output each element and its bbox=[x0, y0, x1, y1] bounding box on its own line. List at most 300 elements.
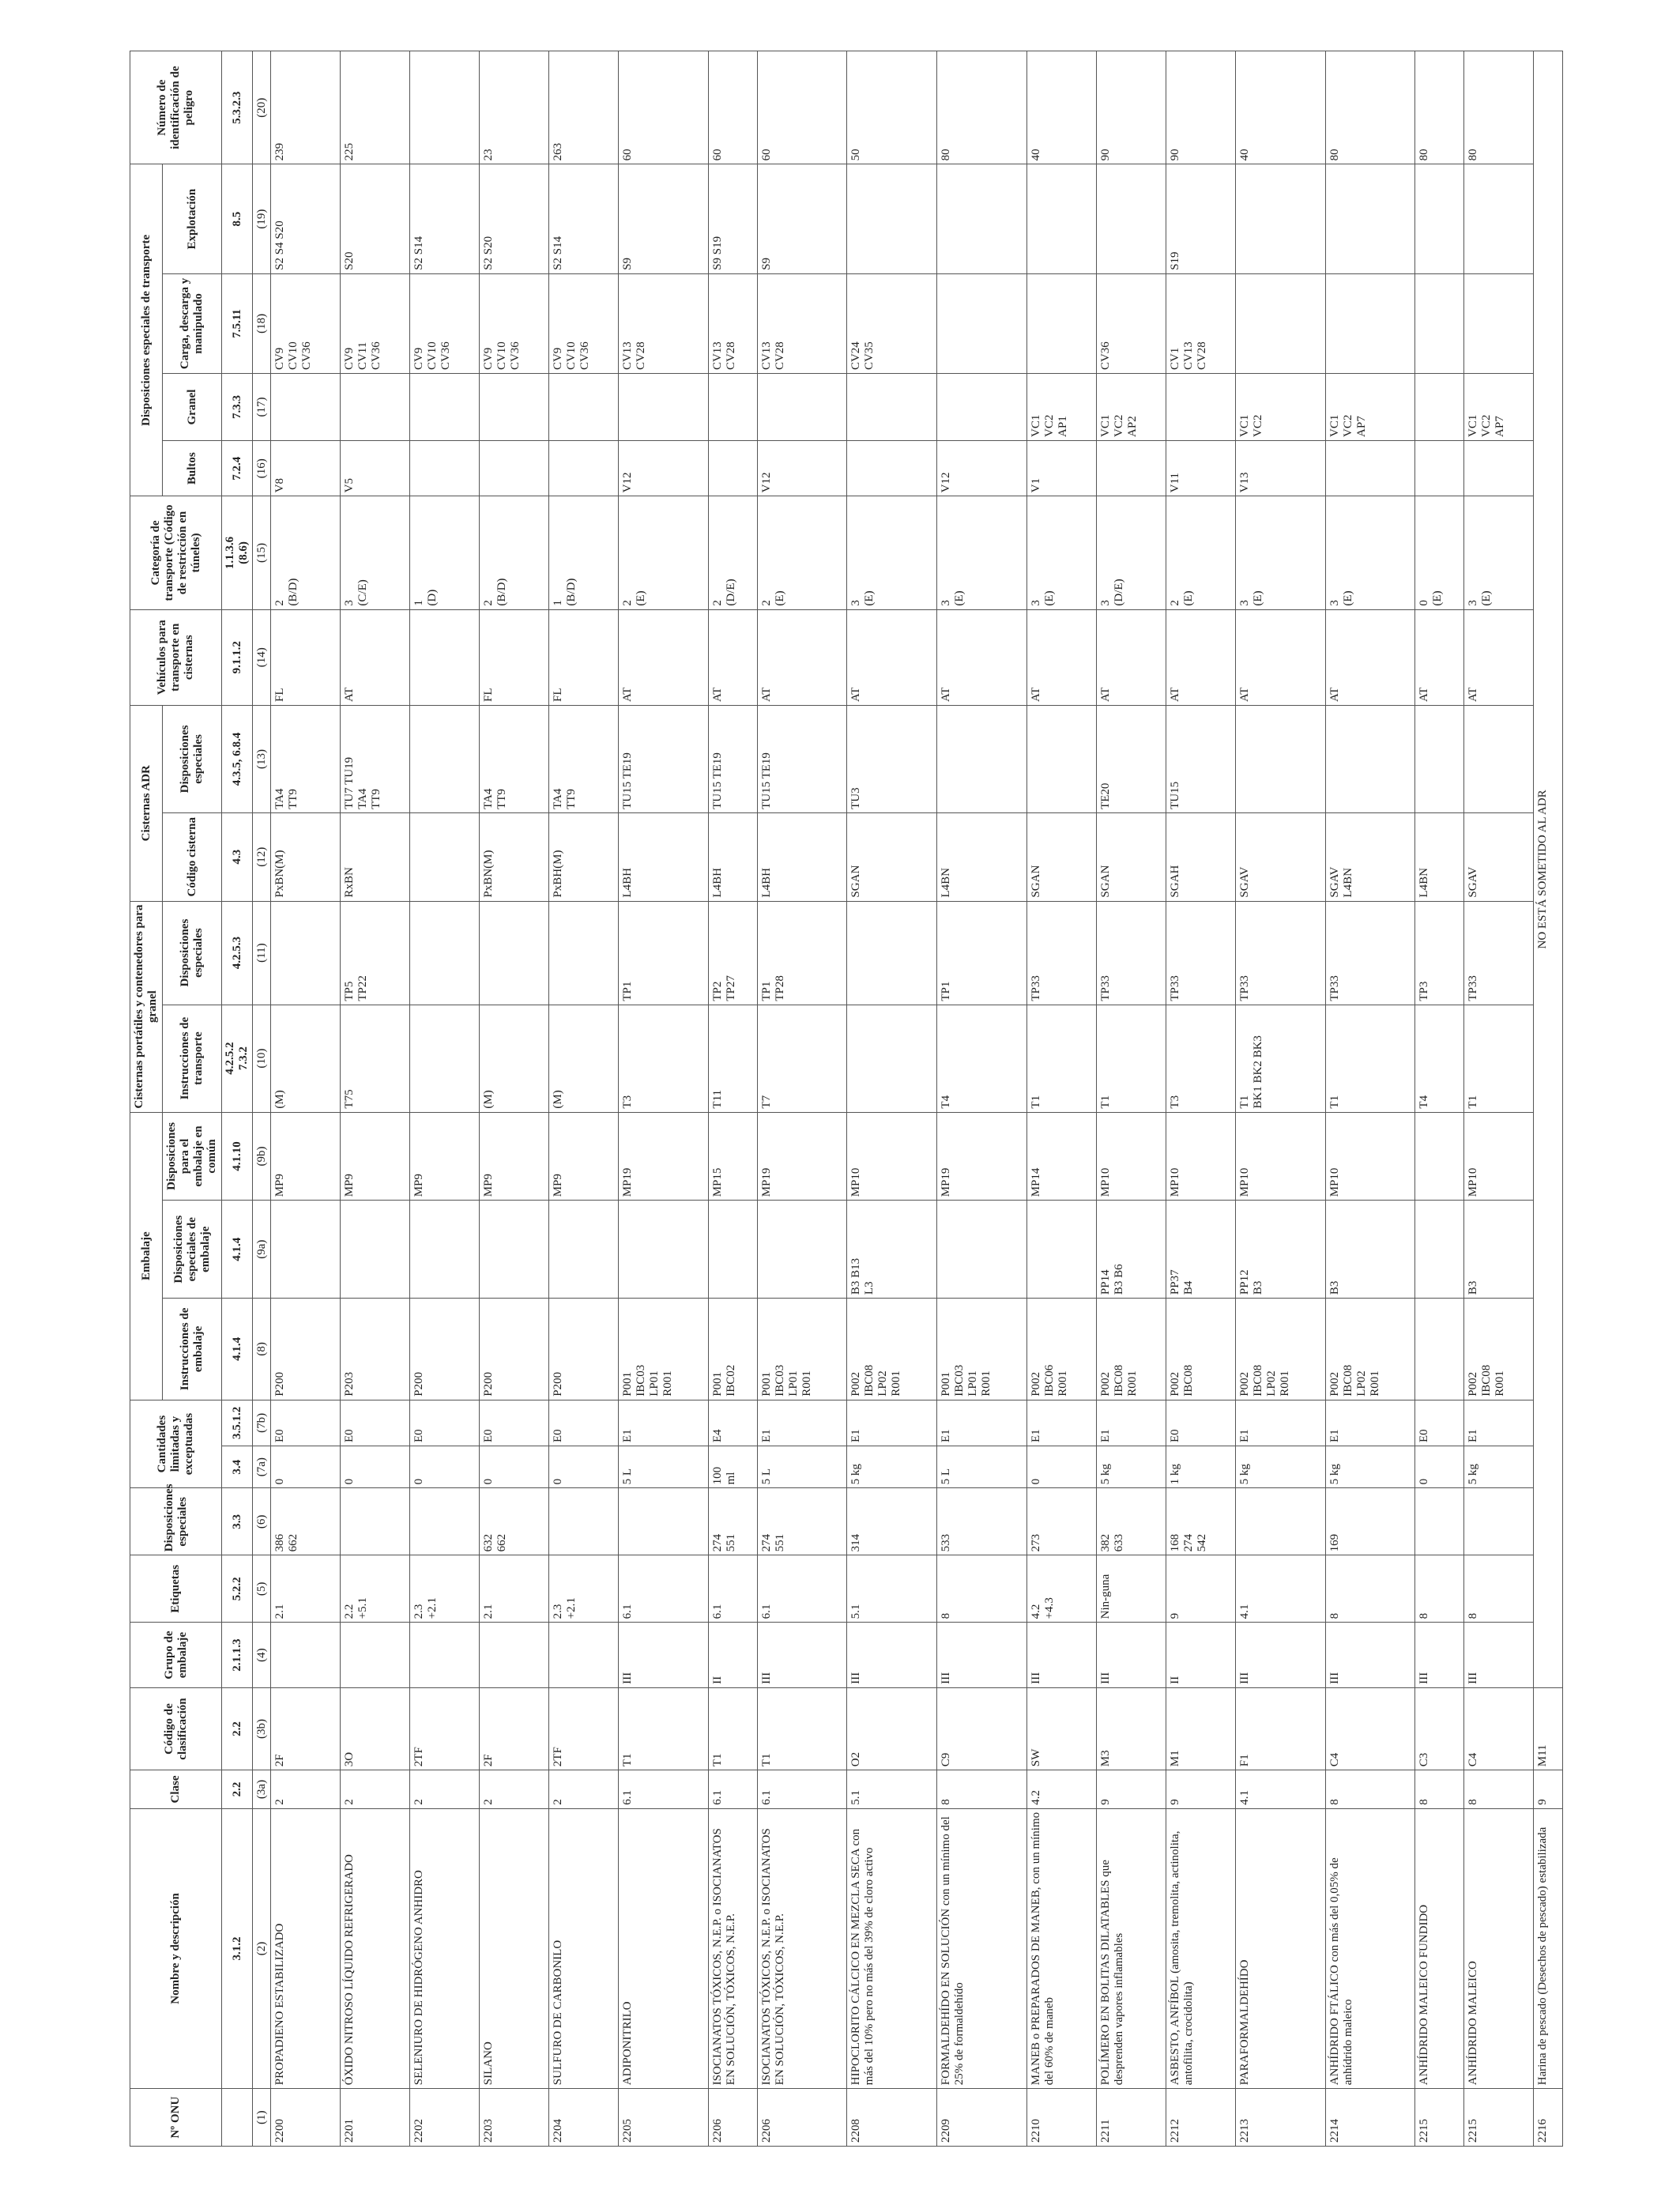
limited-quantity-cell: 5 kg bbox=[1096, 1446, 1166, 1488]
packing-group-cell: III bbox=[1464, 1623, 1534, 1688]
un-number-cell: 2215 bbox=[1415, 2089, 1464, 2147]
classification-code-cell: SW bbox=[1026, 1687, 1096, 1770]
tank-vehicle-cell: FL bbox=[271, 609, 341, 705]
table-row bbox=[409, 51, 479, 2147]
ref-cell: 4.2.5.3 bbox=[222, 901, 253, 1005]
operation-provision-cell bbox=[1096, 164, 1166, 273]
classification-code-cell: M3 bbox=[1096, 1687, 1166, 1770]
name-description-cell: ADIPONITRILO bbox=[618, 1808, 708, 2088]
excepted-quantity-cell: E0 bbox=[1415, 1400, 1464, 1446]
header-vehicle: Vehículos para transporte en cisternas bbox=[130, 609, 222, 705]
tank-instructions-cell: (M) bbox=[479, 1005, 548, 1112]
excepted-quantity-cell: E1 bbox=[1026, 1400, 1096, 1446]
packing-instructions-cell: P001 IBC02 bbox=[708, 1299, 757, 1400]
bulk-provision-cell bbox=[409, 374, 479, 441]
packing-group-cell: III bbox=[757, 1623, 847, 1688]
bulk-provision-cell: VC1 VC2 bbox=[1235, 374, 1325, 441]
header-hazard-number: Número de identificación de peligro bbox=[130, 51, 222, 164]
packing-instructions-cell: P001 IBC03 LP01 R001 bbox=[618, 1299, 708, 1400]
header-operation: Explotación bbox=[163, 164, 222, 273]
hazard-number-cell: 60 bbox=[618, 51, 708, 164]
adr-tank-provisions-cell bbox=[937, 705, 1027, 812]
class-cell: 9 bbox=[1096, 1770, 1166, 1809]
limited-quantity-cell: 5 kg bbox=[1325, 1446, 1415, 1488]
classification-code-cell: 3O bbox=[340, 1687, 409, 1770]
adr-tank-provisions-cell bbox=[1325, 705, 1415, 812]
special-provisions-cell bbox=[1235, 1488, 1325, 1555]
classification-code-cell: M1 bbox=[1166, 1687, 1235, 1770]
limited-quantity-cell: 0 bbox=[271, 1446, 341, 1488]
tank-instructions-cell: T4 bbox=[1415, 1005, 1464, 1112]
labels-cell: 4.1 bbox=[1235, 1555, 1325, 1623]
mixed-packing-cell: MP10 bbox=[1235, 1112, 1325, 1201]
operation-provision-cell: S9 S19 bbox=[708, 164, 757, 273]
class-cell: 6.1 bbox=[708, 1770, 757, 1809]
mixed-packing-cell: MP10 bbox=[1325, 1112, 1415, 1201]
adr-tank-provisions-cell: TU15 TE19 bbox=[618, 705, 708, 812]
tank-code-cell bbox=[409, 812, 479, 901]
packages-provision-cell bbox=[1325, 440, 1415, 496]
table-row bbox=[1166, 51, 1235, 2147]
packing-group-cell: III bbox=[1235, 1623, 1325, 1688]
header-packing-group: Grupo de embalaje bbox=[130, 1623, 222, 1688]
packing-special-provisions-cell: B3 bbox=[1325, 1201, 1415, 1299]
bulk-provision-cell bbox=[708, 374, 757, 441]
hazard-number-cell: 90 bbox=[1096, 51, 1166, 164]
header-bulk: Granel bbox=[163, 374, 222, 441]
mixed-packing-cell: MP10 bbox=[847, 1112, 937, 1201]
packing-instructions-cell: P002 IBC08 LP02 R001 bbox=[847, 1299, 937, 1400]
packages-provision-cell: V11 bbox=[1166, 440, 1235, 496]
tank-special-provisions-cell bbox=[548, 901, 618, 1005]
column-number: (10) bbox=[253, 1005, 271, 1112]
ref-cell: 7.2.4 bbox=[222, 440, 253, 496]
column-number: (9a) bbox=[253, 1201, 271, 1299]
tank-vehicle-cell: AT bbox=[937, 609, 1027, 705]
tank-instructions-cell bbox=[409, 1005, 479, 1112]
tank-vehicle-cell: AT bbox=[757, 609, 847, 705]
name-description-cell: ANHÍDRIDO MALEICO bbox=[1464, 1808, 1534, 2088]
loading-provision-cell: CV9 CV11 CV36 bbox=[340, 273, 409, 373]
tank-instructions-cell: T1 bbox=[1096, 1005, 1166, 1112]
name-description-cell: ISOCIANATOS TÓXICOS, N.E.P. o ISOCIANATOS EN SOLUCIÓN, TÓXICOS, N.E.P. bbox=[757, 1808, 847, 2088]
loading-provision-cell: CV24 CV35 bbox=[847, 273, 937, 373]
loading-provision-cell: CV1 CV13 CV28 bbox=[1166, 273, 1235, 373]
transport-category-cell: 3 (C/E) bbox=[340, 496, 409, 609]
un-number-cell: 2203 bbox=[479, 2089, 548, 2147]
ref-cell: 2.1.1.3 bbox=[222, 1623, 253, 1688]
un-number-cell: 2202 bbox=[409, 2089, 479, 2147]
classification-code-cell: F1 bbox=[1235, 1687, 1325, 1770]
header-tank-code: Código cisterna bbox=[163, 812, 222, 901]
excepted-quantity-cell: E1 bbox=[1464, 1400, 1534, 1446]
hazard-number-cell: 80 bbox=[1325, 51, 1415, 164]
mixed-packing-cell: MP15 bbox=[708, 1112, 757, 1201]
labels-cell: 4.2 +4.3 bbox=[1026, 1555, 1096, 1623]
excepted-quantity-cell: E1 bbox=[847, 1400, 937, 1446]
packing-group-cell bbox=[340, 1623, 409, 1688]
packing-special-provisions-cell bbox=[271, 1201, 341, 1299]
tank-instructions-cell: T4 bbox=[937, 1005, 1027, 1112]
packing-instructions-cell: P002 IBC06 R001 bbox=[1026, 1299, 1096, 1400]
packing-special-provisions-cell bbox=[340, 1201, 409, 1299]
packing-instructions-cell: P002 IBC08 R001 bbox=[1464, 1299, 1534, 1400]
classification-code-cell: O2 bbox=[847, 1687, 937, 1770]
transport-category-cell: 2 (E) bbox=[618, 496, 708, 609]
tank-vehicle-cell: AT bbox=[708, 609, 757, 705]
packing-instructions-cell bbox=[1415, 1299, 1464, 1400]
header-mixed-packing: Disposiciones para el embalaje en común bbox=[163, 1112, 222, 1201]
labels-cell: 5.1 bbox=[847, 1555, 937, 1623]
class-cell: 2 bbox=[479, 1770, 548, 1809]
header-packing-special: Disposiciones especiales de embalaje bbox=[163, 1201, 222, 1299]
classification-code-cell: 2F bbox=[479, 1687, 548, 1770]
table-row bbox=[1026, 51, 1096, 2147]
operation-provision-cell: S19 bbox=[1166, 164, 1235, 273]
operation-provision-cell bbox=[937, 164, 1027, 273]
table-row bbox=[1325, 51, 1415, 2147]
ref-cell: 7.5.11 bbox=[222, 273, 253, 373]
bulk-provision-cell bbox=[1166, 374, 1235, 441]
packing-group-cell bbox=[271, 1623, 341, 1688]
header-tank-special: Disposiciones especiales bbox=[163, 901, 222, 1005]
ref-cell: 4.1.4 bbox=[222, 1201, 253, 1299]
hazard-number-cell: 40 bbox=[1026, 51, 1096, 164]
bulk-provision-cell bbox=[757, 374, 847, 441]
header-loading: Carga, descarga y manipulado bbox=[163, 273, 222, 373]
ref-cell: 4.2.5.2 7.3.2 bbox=[222, 1005, 253, 1112]
ref-cell: 7.3.3 bbox=[222, 374, 253, 441]
tank-code-cell: L4BN bbox=[937, 812, 1027, 901]
classification-code-cell: T1 bbox=[757, 1687, 847, 1770]
tank-special-provisions-cell: TP1 TP28 bbox=[757, 901, 847, 1005]
un-number-cell: 2214 bbox=[1325, 2089, 1415, 2147]
special-provisions-cell: 386 662 bbox=[271, 1488, 341, 1555]
tank-instructions-cell: T11 bbox=[708, 1005, 757, 1112]
hazard-number-cell: 90 bbox=[1166, 51, 1235, 164]
tank-instructions-cell: T3 bbox=[618, 1005, 708, 1112]
special-provisions-cell: 382 633 bbox=[1096, 1488, 1166, 1555]
class-cell: 8 bbox=[937, 1770, 1027, 1809]
column-number: (15) bbox=[253, 496, 271, 609]
bulk-provision-cell: VC1 VC2 AP7 bbox=[1325, 374, 1415, 441]
limited-quantity-cell: 0 bbox=[548, 1446, 618, 1488]
loading-provision-cell: CV9 CV10 CV36 bbox=[548, 273, 618, 373]
tank-code-cell: L4BH bbox=[757, 812, 847, 901]
un-number-cell: 2201 bbox=[340, 2089, 409, 2147]
name-description-cell: HIPOCLORITO CÁLCICO EN MEZCLA SECA con más del 10% pero no más del 39% de cloro activo bbox=[847, 1808, 937, 2088]
hazard-number-cell: 263 bbox=[548, 51, 618, 164]
tank-code-cell: PxBN(M) bbox=[479, 812, 548, 901]
tank-code-cell: PxBH(M) bbox=[548, 812, 618, 901]
tank-vehicle-cell: AT bbox=[1026, 609, 1096, 705]
tank-instructions-cell: T1 bbox=[1325, 1005, 1415, 1112]
transport-category-cell: 3 (E) bbox=[1464, 496, 1534, 609]
classification-code-cell: C4 bbox=[1325, 1687, 1415, 1770]
excepted-quantity-cell: E0 bbox=[548, 1400, 618, 1446]
limited-quantity-cell: 0 bbox=[340, 1446, 409, 1488]
packing-instructions-cell: P200 bbox=[409, 1299, 479, 1400]
hazard-number-cell: 40 bbox=[1235, 51, 1325, 164]
name-description-cell: POLÍMERO EN BOLITAS DILATABLES que desprenden vapores inflamables bbox=[1096, 1808, 1166, 2088]
limited-quantity-cell: 5 kg bbox=[1464, 1446, 1534, 1488]
loading-provision-cell: CV9 CV10 CV36 bbox=[479, 273, 548, 373]
table-row bbox=[1464, 51, 1534, 2147]
special-provisions-cell: 168 274 542 bbox=[1166, 1488, 1235, 1555]
name-description-cell: SULFURO DE CARBONILO bbox=[548, 1808, 618, 2088]
un-number-cell: 2209 bbox=[937, 2089, 1027, 2147]
dangerous-goods-table bbox=[130, 51, 1563, 2147]
packing-instructions-cell: P001 IBC03 LP01 R001 bbox=[937, 1299, 1027, 1400]
ref-cell: 5.2.2 bbox=[222, 1555, 253, 1623]
class-cell: 4.1 bbox=[1235, 1770, 1325, 1809]
column-number: (8) bbox=[253, 1299, 271, 1400]
tank-vehicle-cell: FL bbox=[479, 609, 548, 705]
tank-special-provisions-cell: TP33 bbox=[1235, 901, 1325, 1005]
column-number: (3b) bbox=[253, 1687, 271, 1770]
special-provisions-cell bbox=[618, 1488, 708, 1555]
name-description-cell: PARAFORMALDEHÍDO bbox=[1235, 1808, 1325, 2088]
ref-cell: 4.3 bbox=[222, 812, 253, 901]
adr-tank-provisions-cell bbox=[409, 705, 479, 812]
ref-cell: 3.1.2 bbox=[222, 1808, 253, 2088]
bulk-provision-cell: VC1 VC2 AP2 bbox=[1096, 374, 1166, 441]
header-packaging: Embalaje bbox=[130, 1112, 163, 1400]
adr-tank-provisions-cell: TU15 TE19 bbox=[708, 705, 757, 812]
ref-cell: 5.3.2.3 bbox=[222, 51, 253, 164]
ref-cell: 4.1.10 bbox=[222, 1112, 253, 1201]
bulk-provision-cell bbox=[847, 374, 937, 441]
special-provisions-cell bbox=[1415, 1488, 1464, 1555]
classification-code-cell: C4 bbox=[1464, 1687, 1534, 1770]
labels-cell: 2.3 +2.1 bbox=[548, 1555, 618, 1623]
tank-code-cell: SGAN bbox=[1096, 812, 1166, 901]
tank-vehicle-cell: AT bbox=[1325, 609, 1415, 705]
labels-cell: Nin-guna bbox=[1096, 1555, 1166, 1623]
packing-group-cell bbox=[479, 1623, 548, 1688]
un-number-cell: 2215 bbox=[1464, 2089, 1534, 2147]
tank-vehicle-cell: AT bbox=[1415, 609, 1464, 705]
bulk-provision-cell bbox=[340, 374, 409, 441]
packages-provision-cell bbox=[1464, 440, 1534, 496]
table-row bbox=[1096, 51, 1166, 2147]
mixed-packing-cell: MP9 bbox=[548, 1112, 618, 1201]
loading-provision-cell bbox=[1464, 273, 1534, 373]
packages-provision-cell: V12 bbox=[937, 440, 1027, 496]
packing-special-provisions-cell: B3 bbox=[1464, 1201, 1534, 1299]
mixed-packing-cell: MP10 bbox=[1166, 1112, 1235, 1201]
name-description-cell: PROPADIENO ESTABILIZADO bbox=[271, 1808, 341, 2088]
ref-cell: 1.1.3.6 (8.6) bbox=[222, 496, 253, 609]
class-cell: 6.1 bbox=[618, 1770, 708, 1809]
packages-provision-cell bbox=[548, 440, 618, 496]
tank-code-cell: SGAN bbox=[847, 812, 937, 901]
header-tank-instructions: Instrucciones de transporte bbox=[163, 1005, 222, 1112]
transport-category-cell: 3 (D/E) bbox=[1096, 496, 1166, 609]
class-cell: 4.2 bbox=[1026, 1770, 1096, 1809]
packing-group-cell: III bbox=[937, 1623, 1027, 1688]
column-number: (13) bbox=[253, 705, 271, 812]
packing-group-cell: III bbox=[1026, 1623, 1096, 1688]
mixed-packing-cell: MP10 bbox=[1464, 1112, 1534, 1201]
tank-code-cell: RxBN bbox=[340, 812, 409, 901]
mixed-packing-cell bbox=[1415, 1112, 1464, 1201]
adr-tank-provisions-cell bbox=[1026, 705, 1096, 812]
transport-category-cell: 2 (E) bbox=[757, 496, 847, 609]
transport-category-cell: 3 (E) bbox=[1026, 496, 1096, 609]
transport-category-cell: 2 (E) bbox=[1166, 496, 1235, 609]
loading-provision-cell: CV36 bbox=[1096, 273, 1166, 373]
adr-tank-provisions-cell: TU3 bbox=[847, 705, 937, 812]
limited-quantity-cell: 5 kg bbox=[847, 1446, 937, 1488]
operation-provision-cell: S2 S14 bbox=[548, 164, 618, 273]
packing-special-provisions-cell bbox=[708, 1201, 757, 1299]
transport-category-cell: 3 (E) bbox=[937, 496, 1027, 609]
hazard-number-cell: 239 bbox=[271, 51, 341, 164]
tank-vehicle-cell: AT bbox=[1235, 609, 1325, 705]
labels-cell: 2.3 +2.1 bbox=[409, 1555, 479, 1623]
tank-special-provisions-cell: TP33 bbox=[1325, 901, 1415, 1005]
special-provisions-cell bbox=[340, 1488, 409, 1555]
tank-code-cell: PxBN(M) bbox=[271, 812, 341, 901]
class-cell: 2 bbox=[548, 1770, 618, 1809]
ref-cell: 3.4 bbox=[222, 1446, 253, 1488]
excepted-quantity-cell: E0 bbox=[409, 1400, 479, 1446]
ref-cell: 4.1.4 bbox=[222, 1299, 253, 1400]
labels-cell: 2.1 bbox=[479, 1555, 548, 1623]
transport-category-cell: 0 (E) bbox=[1415, 496, 1464, 609]
hazard-number-cell: 80 bbox=[1415, 51, 1464, 164]
labels-cell: 8 bbox=[1325, 1555, 1415, 1623]
packing-instructions-cell: P203 bbox=[340, 1299, 409, 1400]
ref-cell: 4.3.5, 6.8.4 bbox=[222, 705, 253, 812]
packing-special-provisions-cell: B3 B13 L3 bbox=[847, 1201, 937, 1299]
column-number: (18) bbox=[253, 273, 271, 373]
operation-provision-cell: S2 S14 bbox=[409, 164, 479, 273]
column-number: (11) bbox=[253, 901, 271, 1005]
loading-provision-cell bbox=[1415, 273, 1464, 373]
operation-provision-cell bbox=[1026, 164, 1096, 273]
un-number-cell: 2216 bbox=[1534, 2089, 1563, 2147]
tank-code-cell: L4BH bbox=[618, 812, 708, 901]
special-provisions-cell: 533 bbox=[937, 1488, 1027, 1555]
tank-vehicle-cell: FL bbox=[548, 609, 618, 705]
limited-quantity-cell: 1 kg bbox=[1166, 1446, 1235, 1488]
packages-provision-cell bbox=[708, 440, 757, 496]
column-number: (19) bbox=[253, 164, 271, 273]
bulk-provision-cell: VC1 VC2 AP1 bbox=[1026, 374, 1096, 441]
classification-code-cell: C9 bbox=[937, 1687, 1027, 1770]
loading-provision-cell: CV9 CV10 CV36 bbox=[271, 273, 341, 373]
name-description-cell: ANHÍDRIDO MALEICO FUNDIDO bbox=[1415, 1808, 1464, 2088]
packing-group-cell: III bbox=[1415, 1623, 1464, 1688]
limited-quantity-cell: 5 kg bbox=[1235, 1446, 1325, 1488]
column-number: (20) bbox=[253, 51, 271, 164]
tank-vehicle-cell bbox=[409, 609, 479, 705]
bulk-provision-cell bbox=[618, 374, 708, 441]
tank-vehicle-cell: AT bbox=[1096, 609, 1166, 705]
header-code: Código de clasificación bbox=[130, 1687, 222, 1770]
packages-provision-cell bbox=[479, 440, 548, 496]
operation-provision-cell: S9 bbox=[757, 164, 847, 273]
name-description-cell: ISOCIANATOS TÓXICOS, N.E.P. o ISOCIANATOS EN SOLUCIÓN, TÓXICOS, N.E.P. bbox=[708, 1808, 757, 2088]
tank-vehicle-cell: AT bbox=[340, 609, 409, 705]
packing-group-cell: III bbox=[847, 1623, 937, 1688]
mixed-packing-cell: MP9 bbox=[271, 1112, 341, 1201]
special-provisions-cell bbox=[548, 1488, 618, 1555]
class-cell: 2 bbox=[409, 1770, 479, 1809]
packing-special-provisions-cell bbox=[937, 1201, 1027, 1299]
header-portable-tanks: Cisternas portátiles y contenedores para granel bbox=[130, 901, 163, 1112]
packing-special-provisions-cell bbox=[757, 1201, 847, 1299]
limited-quantity-cell: 0 bbox=[1415, 1446, 1464, 1488]
limited-quantity-cell: 5 L bbox=[937, 1446, 1027, 1488]
packing-special-provisions-cell: PP37 B4 bbox=[1166, 1201, 1235, 1299]
class-cell: 6.1 bbox=[757, 1770, 847, 1809]
tank-code-cell: SGAV bbox=[1235, 812, 1325, 901]
tank-special-provisions-cell: TP3 bbox=[1415, 901, 1464, 1005]
name-description-cell: SILANO bbox=[479, 1808, 548, 2088]
operation-provision-cell bbox=[847, 164, 937, 273]
limited-quantity-cell: 0 bbox=[1026, 1446, 1096, 1488]
adr-tank-provisions-cell bbox=[1464, 705, 1534, 812]
labels-cell: 8 bbox=[1415, 1555, 1464, 1623]
packing-instructions-cell: P002 IBC08 bbox=[1166, 1299, 1235, 1400]
tank-special-provisions-cell: TP33 bbox=[1026, 901, 1096, 1005]
table-row bbox=[548, 51, 618, 2147]
un-number-cell: 2210 bbox=[1026, 2089, 1096, 2147]
adr-tank-provisions-cell bbox=[1235, 705, 1325, 812]
bulk-provision-cell bbox=[271, 374, 341, 441]
loading-provision-cell bbox=[937, 273, 1027, 373]
limited-quantity-cell: 0 bbox=[409, 1446, 479, 1488]
classification-code-cell: C3 bbox=[1415, 1687, 1464, 1770]
tank-instructions-cell: T1 BK1 BK2 BK3 bbox=[1235, 1005, 1325, 1112]
column-number: (9b) bbox=[253, 1112, 271, 1201]
un-number-cell: 2206 bbox=[757, 2089, 847, 2147]
not-subject-note: NO ESTÁ SOMETIDO AL ADR bbox=[1534, 51, 1563, 1688]
mixed-packing-cell: MP10 bbox=[1096, 1112, 1166, 1201]
labels-cell: 2.2 +5.1 bbox=[340, 1555, 409, 1623]
packing-special-provisions-cell bbox=[1415, 1201, 1464, 1299]
packages-provision-cell: V1 bbox=[1026, 440, 1096, 496]
labels-cell: 2.1 bbox=[271, 1555, 341, 1623]
special-provisions-cell bbox=[409, 1488, 479, 1555]
excepted-quantity-cell: E1 bbox=[618, 1400, 708, 1446]
header-special-provisions: Disposiciones especiales bbox=[130, 1488, 222, 1555]
labels-cell: 6.1 bbox=[757, 1555, 847, 1623]
header-name: Nombre y descripción bbox=[130, 1808, 222, 2088]
tank-instructions-cell: T75 bbox=[340, 1005, 409, 1112]
packages-provision-cell bbox=[847, 440, 937, 496]
packing-instructions-cell: P001 IBC03 LP01 R001 bbox=[757, 1299, 847, 1400]
loading-provision-cell bbox=[1325, 273, 1415, 373]
hazard-number-cell: 225 bbox=[340, 51, 409, 164]
header-limited-quantities: Cantidades limitadas y exceptuadas bbox=[130, 1400, 222, 1488]
classification-code-cell: 2TF bbox=[409, 1687, 479, 1770]
column-number: (16) bbox=[253, 440, 271, 496]
special-provisions-cell: 314 bbox=[847, 1488, 937, 1555]
limited-quantity-cell: 5 L bbox=[618, 1446, 708, 1488]
mixed-packing-cell: MP9 bbox=[409, 1112, 479, 1201]
classification-code-cell: T1 bbox=[618, 1687, 708, 1770]
special-provisions-cell bbox=[1464, 1488, 1534, 1555]
tank-vehicle-cell: AT bbox=[847, 609, 937, 705]
mixed-packing-cell: MP14 bbox=[1026, 1112, 1096, 1201]
loading-provision-cell: CV13 CV28 bbox=[618, 273, 708, 373]
tank-vehicle-cell: AT bbox=[1464, 609, 1534, 705]
transport-category-cell: 3 (E) bbox=[847, 496, 937, 609]
